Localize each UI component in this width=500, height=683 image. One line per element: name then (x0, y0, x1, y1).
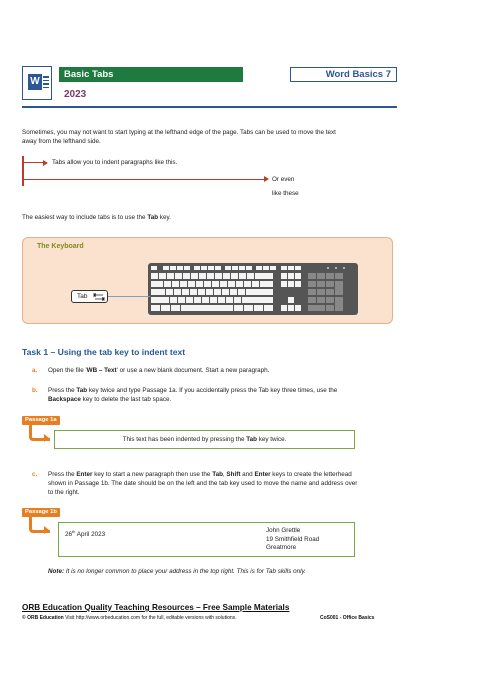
step-a-text: Open the file 'WB – Text' or use a new blank document. Start a new paragraph. (48, 367, 270, 374)
passage-1a-text: This text has been indented by pressing the Tab key twice. (122, 436, 287, 443)
footer-title: ORB Education Quality Teaching Resources – Free Sample Materials (22, 603, 290, 612)
page-year: 2023 (64, 89, 87, 100)
or-even-text: Or even (272, 176, 295, 183)
passage-1b-arrow-icon (44, 526, 49, 534)
logo-letter: W (28, 74, 42, 90)
long-tab-arrow-icon (264, 176, 269, 182)
series-label: Word Basics 7 (290, 67, 397, 82)
keyboard-panel-title: The Keyboard (37, 243, 84, 250)
long-tab-arrow-line (22, 179, 265, 180)
indent-arrow-line (22, 162, 44, 163)
step-c-letter: c. (32, 471, 38, 478)
footer-code: CoS001 - Office Basics (320, 615, 375, 621)
tab-arrows-icon (93, 293, 105, 301)
note-text: Note: It is no longer common to place your address in the top right. This is for Tab skills only. (48, 568, 306, 575)
step-c-text: Press the Enter key to start a new paragraph then use the Tab, Shift and Enter keys to create the letterhead shown in Passage 1b. The date should be on the left and the tab key used to move the name and address over to the right. (48, 471, 358, 496)
keyboard-image (148, 263, 358, 315)
word-logo-icon (22, 66, 52, 100)
tab-key-sentence: The easiest way to include tabs is to use the Tab key. (22, 214, 171, 221)
passage-1b-date: 26th April 2023 (65, 529, 106, 539)
tab-key-pointer-line (108, 296, 150, 297)
task-heading: Task 1 – Using the tab key to indent text (22, 347, 186, 357)
indent-example-text: Tabs allow you to indent paragraphs like this. (52, 159, 178, 166)
keyboard-keys (148, 263, 358, 315)
passage-1b-tag: Passage 1b (22, 508, 60, 517)
passage-1a-arrow-icon (44, 434, 49, 442)
step-b-text: Press the Tab key twice and type Passage 1a. If you accidentally press the Tab key three times, use the Backspace key to delete the last tab space. (48, 387, 338, 403)
passage-1a-tag: Passage 1a (22, 416, 60, 425)
footer-credit: © ORB Education Visit http://www.orbeducation.com for the full, editable versions with solutions. (22, 615, 237, 621)
tab-key-callout: Tab (71, 290, 108, 303)
like-these-text: like these (272, 190, 299, 197)
margin-marker (22, 156, 24, 186)
step-a-letter: a. (32, 367, 38, 374)
passage-1b-box (58, 522, 355, 557)
page-title: Basic Tabs (59, 67, 243, 82)
header-divider (22, 106, 397, 108)
intro-paragraph: Sometimes, you may not want to start typing at the lefthand edge of the page. Tabs can be used to move the text away from the lefthand side. (22, 129, 336, 145)
passage-1b-address: John Grettle 19 Smithfield Road Greatmore (266, 527, 320, 551)
step-b-letter: b. (32, 387, 38, 394)
passage-1a-box (54, 430, 355, 449)
indent-arrow-icon (43, 160, 48, 166)
